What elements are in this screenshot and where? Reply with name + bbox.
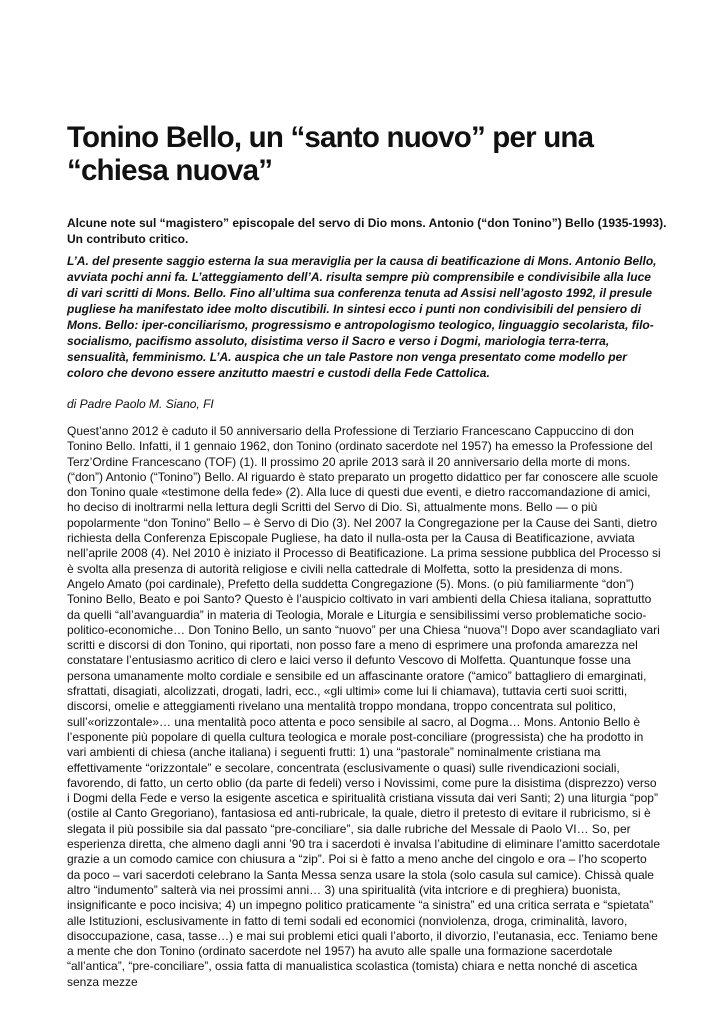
- article-subtitle: Alcune note sul “magistero” episcopale del servo di Dio mons. Antonio (“don Tonino”) Bello (1935-1993). Un contributo critico.: [67, 216, 667, 246]
- article-abstract: L’A. del presente saggio esterna la sua meraviglia per la causa di beatificazione di Mons. Antonio Bello, avviata pochi anni fa. L’atteggiamento dell’A. risulta sempre più comprensibile e condivisibile alla luce di vari scritti di Mons. Bello. Fino all’ultima sua conferenza tenuta ad Assisi nell’agosto 1992, il presule pugliese ha manifestato idee molto discutibili. In sintesi ecco i punti non condivisibili del pensiero di Mons. Bello: iper-conciliarismo, progressismo e antropologismo teologico, linguaggio secolarista, filo-socialismo, pacifismo assoluto, disistima verso il Sacro e verso i Dogmi, mariologia terra-terra, sensualità, femminismo. L’A. auspica che un tale Pastore non venga presentato come modello per coloro che devono essere anzitutto maestri e custodi della Fede Cattolica.: [67, 254, 657, 380]
- article-author: di Padre Paolo M. Siano, FI: [67, 397, 214, 411]
- article-body: Quest’anno 2012 è caduto il 50 anniversario della Professione di Terziario Francescano Cappuccino di don Tonino Bello. Infatti, il 1 gennaio 1962, don Tonino (ordinato sacerdote nel 1957) ha emesso la Professione del Terz’Ordine Francescano (TOF) (1). Il prossimo 20 aprile 2013 sarà il 20 anniversario della morte di mons. (“don”) Antonio (“Tonino”) Bello. Al riguardo è stato preparato un progetto didattico per far conoscere alle scuole don Tonino quale «testimone della fede» (2). Alla luce di questi due eventi, e dietro raccomandazione di amici, ho deciso di inoltrarmi nella lettura degli Scritti del Servo di Dio. Sì, attualmente mons. Bello — o più popolarmente “don Tonino” Bello – è Servo di Dio (3). Nel 2007 la Congregazione per la Cause dei Santi, dietro richiesta della Conferenza Episcopale Pugliese, ha dato il nulla-osta per la Causa di Beatificazione, avviata nell’aprile 2008 (4). Nel 2010 è iniziato il Processo di Beatificazione. La prima sessione pubblica del Processo si è svolta alla presenza di autorità religiose e civili nella cattedrale di Molfetta, sotto la presidenza di mons. Angelo Amato (poi cardinale), Prefetto della suddetta Congregazione (5). Mons. (o più familiarmente “don”) Tonino Bello, Beato e poi Santo? Questo è l’auspicio coltivato in vari ambienti della Chiesa italiana, soprattutto da quelli “all’avanguardia” in materia di Teologia, Morale e Liturgia e sensibilissimi verso problematiche socio-politico-economiche… Don Tonino Bello, un santo “nuovo” per una Chiesa “nuova”! Dopo aver scandagliato vari scritti e discorsi di don Tonino, qui riportati, non posso fare a meno di esprimere una profonda amarezza nel constatare l’entusiasmo acritico di clero e laici verso il defunto Vescovo di Molfetta. Quantunque fosse una persona umanamente molto cordiale e sensibile ed un affascinante oratore (“amico” battagliero di emarginati, sfrattati, disagiati, alcolizzati, drogati, ladri, ecc., «gli ultimi» come lui li chiamava), tuttavia certi suoi scritti, discorsi, omelie e atteggiamenti rivelano una mentalità troppo mondana, troppo concentrata sul politico, sull’«orizzontale»… una mentalità poco attenta e poco sensibile al sacro, al Dogma… Mons. Antonio Bello è l’esponente più popolare di quella cultura teologica e morale post-conciliare (progressista) che ha prodotto in vari ambienti di chiesa (anche italiana) i seguenti frutti: 1) una “pastorale” nominalmente cristiana ma effettivamente “orizzontale” e secolare, concentrata (esclusivamente o quasi) sulle rivendicazioni sociali, favorendo, di fatto, un certo oblio (da parte di fedeli) verso i Novissimi, come pure la disistima (disprezzo) verso i Dogmi della Fede e verso la esigente ascetica e spiritualità cristiana vissuta dai veri Santi; 2) una liturgia “pop” (ostile al Canto Gregoriano), fantasiosa ed anti-rubricale, la quale, dietro il pretesto di evitare il rubricismo, si è slegata il più possibile sia dal passato “pre-conciliare”, sia dalle rubriche del Messale di Paolo VI… So, per esperienza diretta, che almeno dagli anni ’90 tra i sacerdoti è invalsa l’abitudine di eliminare l’amitto sacerdotale grazie a un comodo camice con chiusura a “zip”. Poi si è fatto a meno anche del cingolo e ora – l’ho scoperto da poco – vari sacerdoti celebrano la Santa Messa senza usare la stola (solo casula sul camice). Chissà quale altro “indumento” salterà via nei prossimi anni… 3) una spiritualità (vita intcriore e di preghiera) buonista, insignificante e poco incisiva; 4) un impegno politico praticamente “a sinistra” ed una critica serrata e “spietata” alle Istituzioni, esclusivamente in fatto di temi sodali ed economici (nonviolenza, droga, criminalità, lavoro, disoccupazione, casa, tasse…) e mai sui problemi etici quali l’aborto, il divorzio, l’eutanasia, ecc. Teniamo bene a mente che don Tonino (ordinato sacerdote nel 1957) ha avuto alle spalle una formazione sacerdotale “all’antica”, “pre-conciliare”, ossia fatta di manualistica scolastica (tomista) chiara e netta nonché di ascetica senza mezze: [67, 424, 661, 989]
- article-title: Tonino Bello, un “santo nuovo” per una “chiesa nuova”: [67, 121, 594, 187]
